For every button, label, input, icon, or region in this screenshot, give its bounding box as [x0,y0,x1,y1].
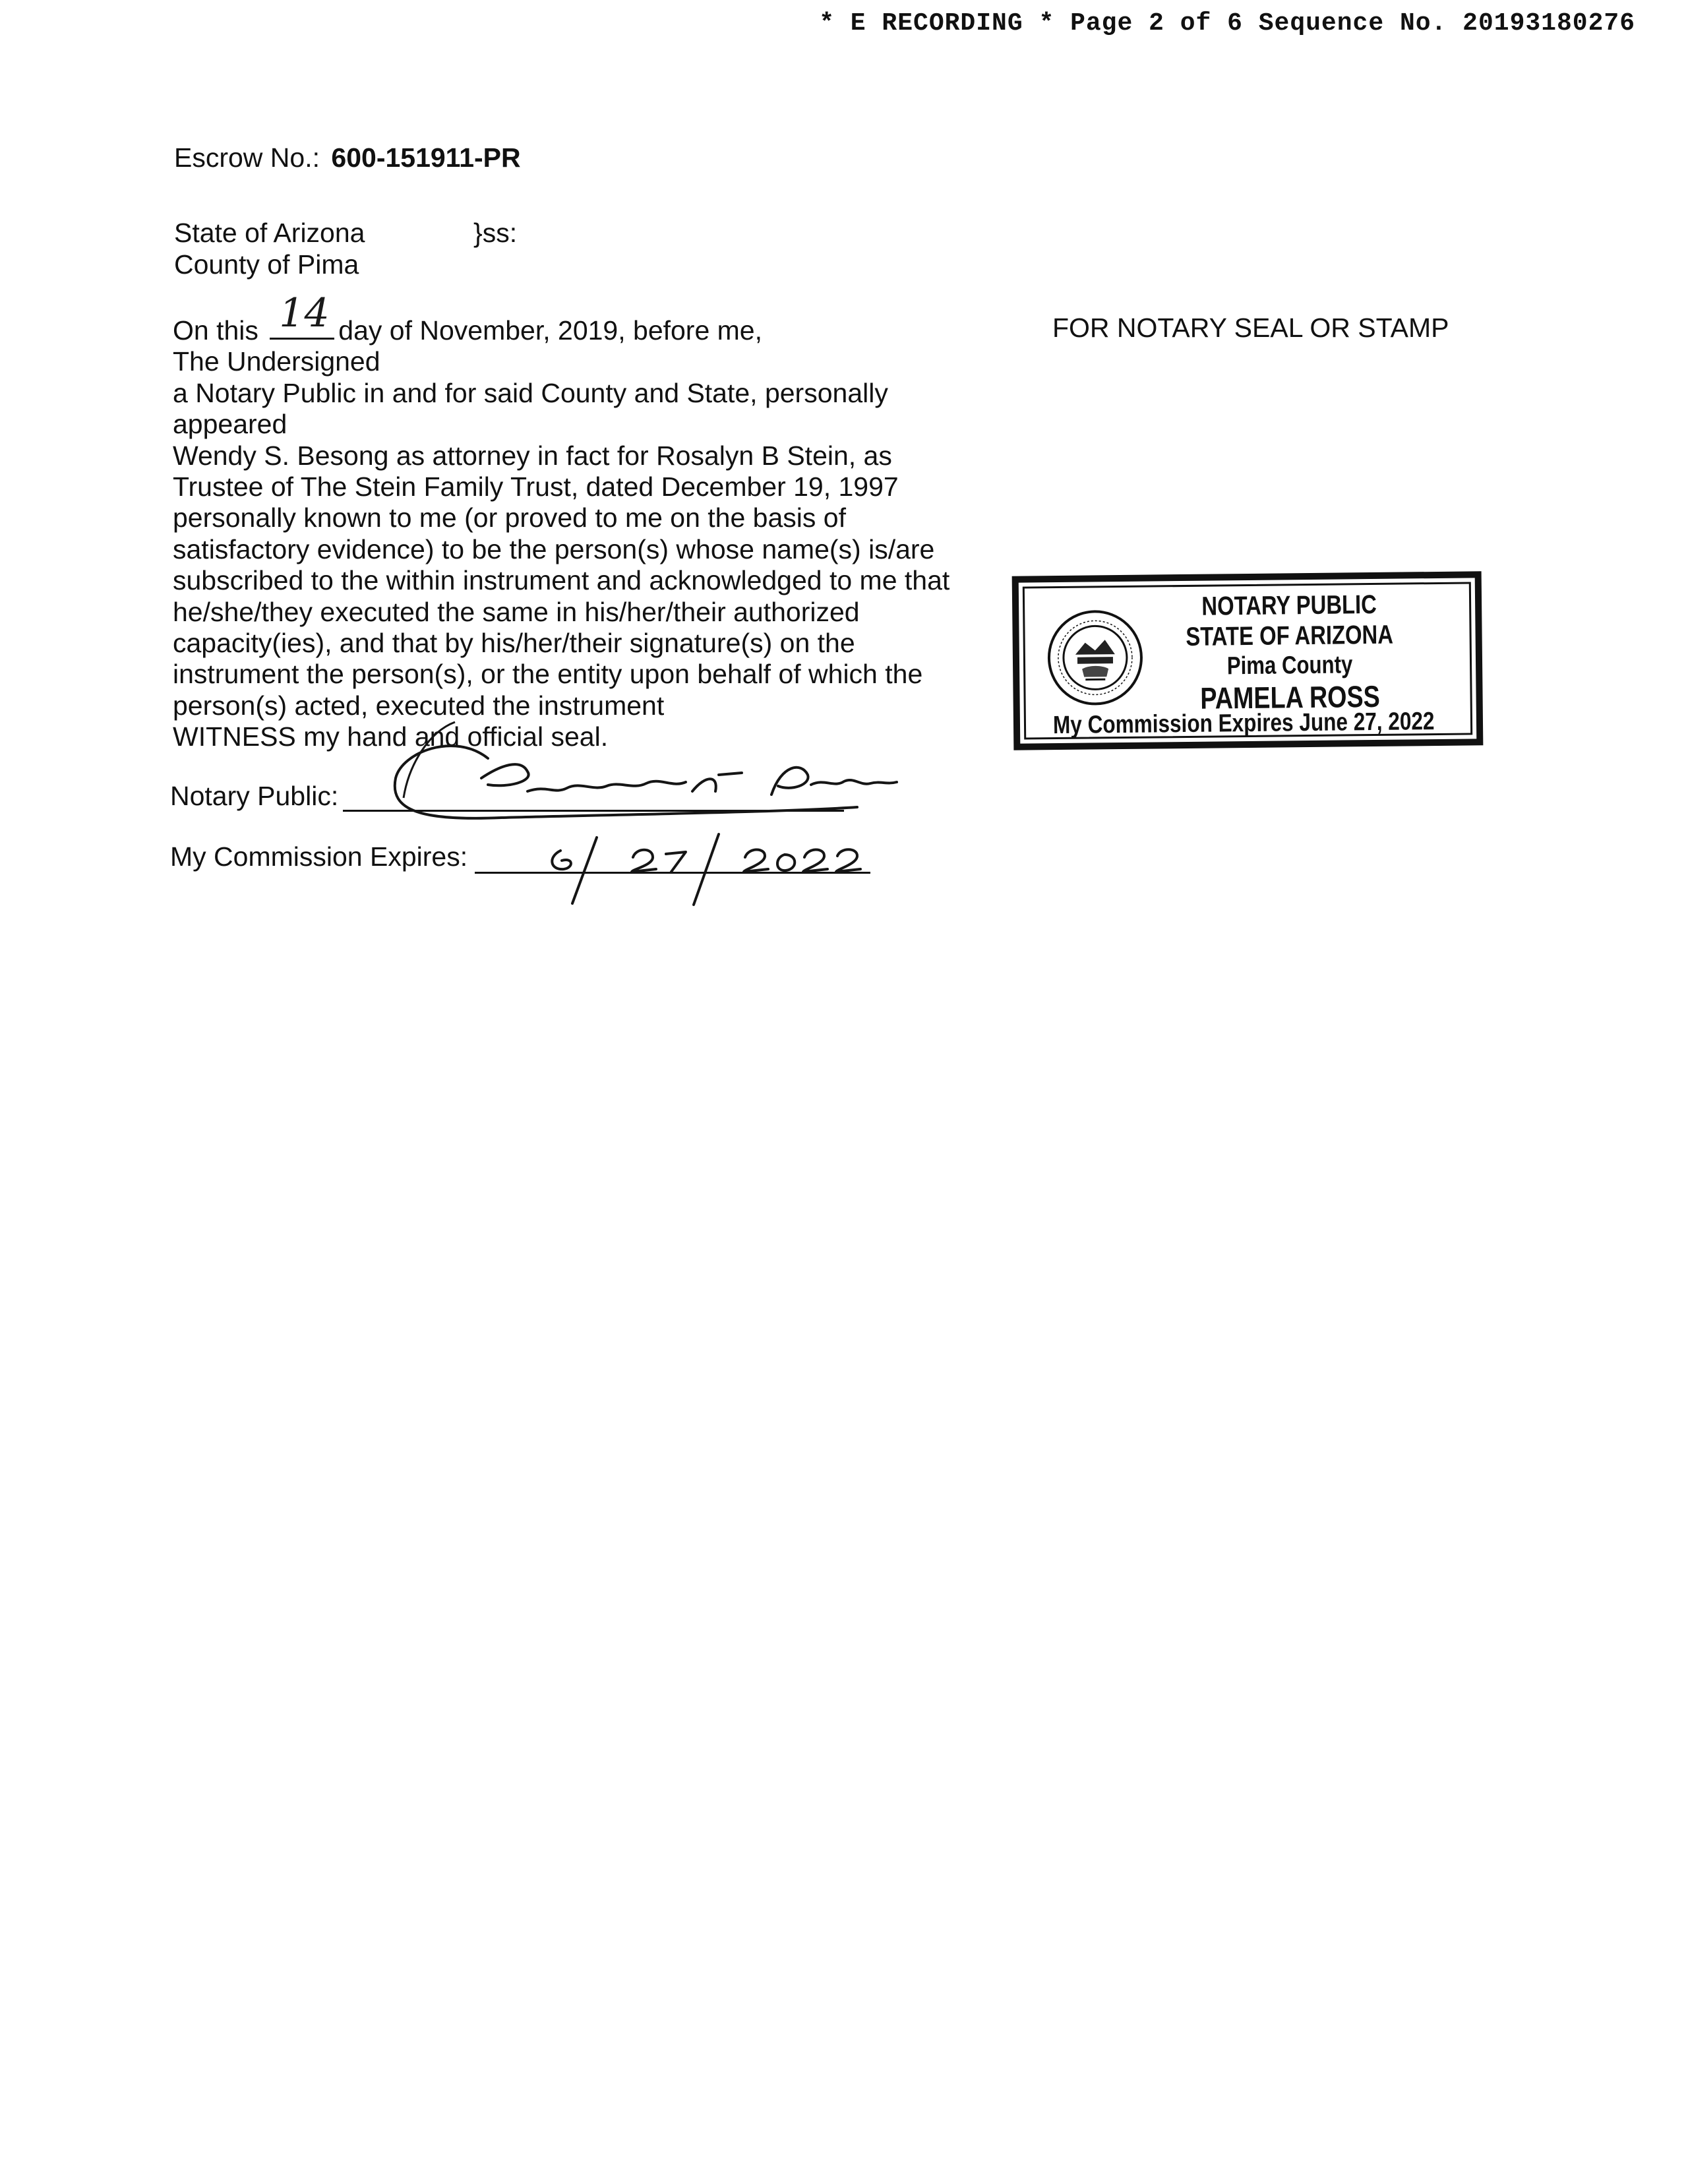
stamp-state: STATE OF ARIZONA [1186,620,1394,652]
escrow-label: Escrow No.: [174,142,320,173]
ack-line: The Undersigned [173,346,380,377]
notary-stamp [1012,571,1484,750]
ack-line: WITNESS my hand and official seal. [173,721,609,752]
ack-line: satisfactory evidence) to be the person(s) whose name(s) is/are [173,533,935,564]
escrow-number: 600-151911-PR [331,142,521,173]
signature-tail [404,722,455,798]
ack-line: person(s) acted, executed the instrument [173,690,665,721]
venue-county: County of Pima [174,249,359,280]
seal-area-label: FOR NOTARY SEAL OR STAMP [1052,313,1449,343]
ack-line: instrument the person(s), or the entity upon behalf of which the [173,659,923,690]
day-handwritten: 14 [279,290,330,336]
ack-line: he/she/they executed the same in his/her/their authorized [173,596,860,627]
venue-state: State of Arizona [174,218,365,248]
state-seal-icon [1045,608,1145,708]
stamp-text-block [1176,590,1404,716]
notary-public-label: Notary Public: [170,781,339,811]
stamp-county: Pima County [1226,651,1353,681]
ack-line: Wendy S. Besong as attorney in fact for Rosalyn B Stein, as [173,440,892,471]
ack-line: subscribed to the within instrument and acknowledged to me that [173,565,950,596]
ack-line: capacity(ies), and that by his/her/their signature(s) on the [173,628,855,659]
acknowledgment-first-line: On this 14 day of November, 2019, before me, [173,290,763,346]
stamp-notary-public: NOTARY PUBLIC [1201,590,1377,621]
recording-header: * E RECORDING * Page 2 of 6 Sequence No. 20193180276 [819,9,1635,38]
ack-line: appeared [173,409,287,440]
ack-line: personally known to me (or proved to me on the basis of [173,502,846,533]
commission-date-handwritten [552,834,860,905]
venue-ss: }ss: [473,218,518,248]
notary-signature-scribble [395,746,897,818]
ack-line: a Notary Public in and for said County and State, personally [173,377,888,408]
commission-expires-label: My Commission Expires: [170,841,468,872]
ack-line: Trustee of The Stein Family Trust, dated December 19, 1997 [173,471,899,502]
stamp-notary-name: PAMELA ROSS [1200,679,1381,715]
stamp-commission-expires: My Commission Expires June 27, 2022 [1052,708,1435,740]
